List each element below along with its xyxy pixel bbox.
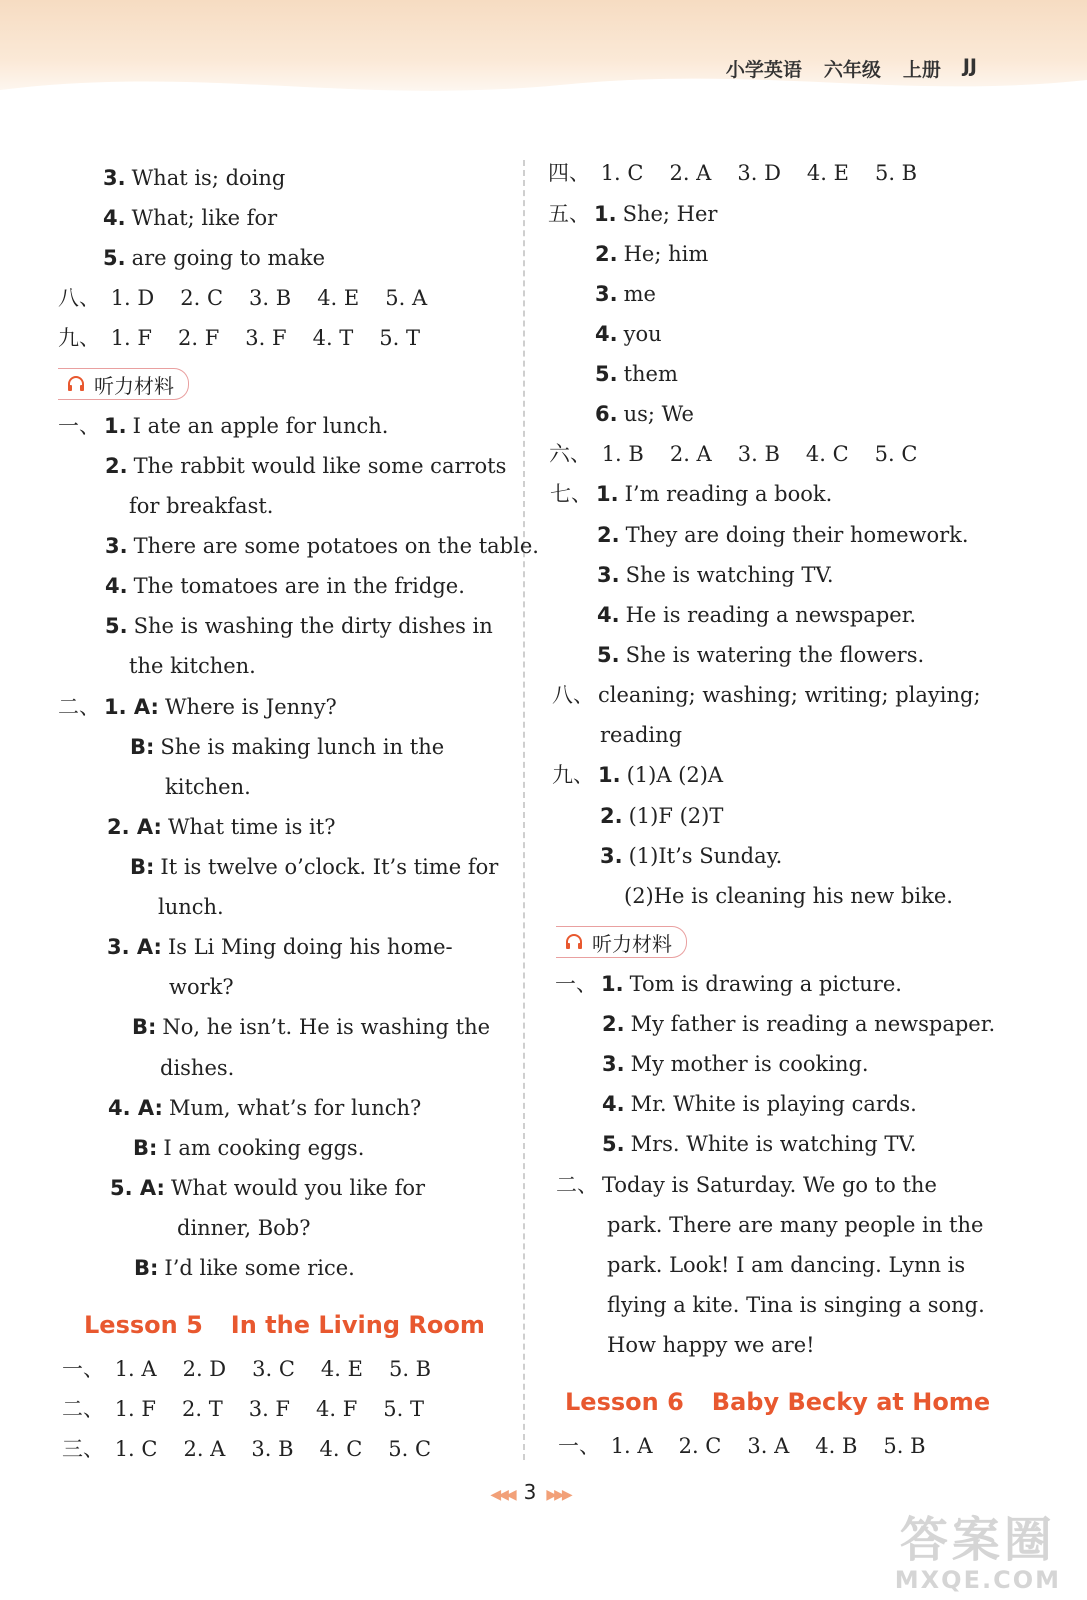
- answer-line: (2)He is cleaning his new bike.: [624, 884, 953, 908]
- listening-material-badge: 听力材料: [58, 368, 189, 400]
- listening-line: 2. My father is reading a newspaper.: [602, 1012, 996, 1036]
- listening-material-badge: 听力材料: [556, 926, 687, 958]
- answer-line: 4. you: [595, 322, 662, 346]
- answer-line: 2. They are doing their homework.: [597, 523, 969, 547]
- passage-line: park. Look! I am dancing. Lynn is: [607, 1253, 966, 1277]
- listening-line: for breakfast.: [129, 494, 274, 518]
- dialogue-line: 4. A: Mum, what’s for lunch?: [108, 1096, 422, 1120]
- dialogue-line: dinner, Bob?: [177, 1216, 311, 1240]
- grade-label: 六年级: [823, 59, 881, 81]
- dialogue-line: work?: [169, 975, 234, 999]
- lesson-5-heading: Lesson 5 In the Living Room: [84, 1311, 485, 1339]
- dialogue-line: lunch.: [158, 895, 224, 919]
- lesson5-section-2-answers: 二、 1. F 2. T 3. F 4. F 5. T: [62, 1397, 425, 1421]
- next-arrows-icon: ▶▶▶: [546, 1487, 570, 1503]
- book-info: [726, 55, 977, 82]
- listening-line: 一、 1. Tom is drawing a picture.: [555, 972, 902, 996]
- site-watermark: 答案圈 MXQE.COM: [894, 1512, 1061, 1594]
- lesson-6-heading: Lesson 6 Baby Becky at Home: [565, 1388, 991, 1416]
- listening-line: 3. My mother is cooking.: [602, 1052, 869, 1076]
- answer-line: 4. He is reading a newspaper.: [597, 603, 917, 627]
- answer-line: 5. them: [595, 362, 678, 386]
- answer-line: 6. us; We: [595, 402, 694, 426]
- section-8-answers: 八、 1. D 2. C 3. B 4. E 5. A: [58, 286, 428, 310]
- listening-line: 4. The tomatoes are in the fridge.: [105, 574, 465, 598]
- listening-line: 一、 1. I ate an apple for lunch.: [58, 414, 389, 438]
- dialogue-line: B: No, he isn’t. He is washing the: [132, 1015, 491, 1039]
- answer-line: 五、 1. She; Her: [548, 202, 718, 226]
- answer-line: 2. He; him: [595, 242, 709, 266]
- dialogue-line: B: She is making lunch in the: [130, 735, 445, 759]
- answer-line: 3. She is watching TV.: [597, 563, 834, 587]
- page-number: 3: [523, 1480, 537, 1504]
- listening-line: 4. Mr. White is playing cards.: [602, 1092, 917, 1116]
- headphones-icon: [66, 374, 86, 394]
- listening-line: 3. There are some potatoes on the table.: [105, 534, 539, 558]
- headphones-icon: [564, 932, 584, 952]
- lesson6-section-1-answers: 一、 1. A 2. C 3. A 4. B 5. B: [558, 1434, 926, 1458]
- dialogue-line: 5. A: What would you like for: [110, 1176, 426, 1200]
- answer-line: 八、 cleaning; washing; writing; playing;: [552, 683, 981, 707]
- listening-line: the kitchen.: [129, 654, 256, 678]
- answer-line: 3. me: [595, 282, 656, 306]
- answer-line: 七、 1. I’m reading a book.: [550, 482, 833, 506]
- answer-line: 5. are going to make: [103, 246, 326, 270]
- answer-line: 九、 1. (1)A (2)A: [552, 763, 724, 787]
- lesson5-section-3-answers: 三、 1. C 2. A 3. B 4. C 5. C: [62, 1437, 432, 1461]
- dialogue-line: 2. A: What time is it?: [107, 815, 336, 839]
- passage-line: 二、 Today is Saturday. We go to the: [556, 1173, 937, 1197]
- prev-arrows-icon: ◀◀◀: [490, 1487, 514, 1503]
- listening-line: 2. The rabbit would like some carrots: [105, 454, 507, 478]
- answer-line: 3. What is; doing: [103, 166, 286, 190]
- listening-line: 5. She is washing the dirty dishes in: [105, 614, 493, 638]
- passage-line: flying a kite. Tina is singing a song.: [607, 1293, 985, 1317]
- dialogue-line: kitchen.: [165, 775, 251, 799]
- lesson5-section-1-answers: 一、 1. A 2. D 3. C 4. E 5. B: [62, 1357, 432, 1381]
- passage-line: How happy we are!: [607, 1333, 815, 1357]
- edition-label: JJ: [962, 55, 977, 77]
- answer-line: 3. (1)It’s Sunday.: [600, 844, 783, 868]
- subject-label: 小学英语: [725, 59, 802, 81]
- dialogue-line: B: It is twelve o’clock. It’s time for: [130, 855, 499, 879]
- volume-label: 上册: [902, 59, 941, 81]
- page-footer: [440, 1480, 620, 1504]
- section-4-answers: 四、 1. C 2. A 3. D 4. E 5. B: [548, 161, 918, 185]
- answer-line: 5. She is watering the flowers.: [597, 643, 925, 667]
- answer-line: 2. (1)F (2)T: [600, 804, 724, 828]
- passage-line: park. There are many people in the: [607, 1213, 984, 1237]
- listening-line: 5. Mrs. White is watching TV.: [602, 1132, 917, 1156]
- dialogue-line: 二、 1. A: Where is Jenny?: [58, 695, 337, 719]
- answer-line: reading: [600, 723, 683, 747]
- dialogue-line: 3. A: Is Li Ming doing his home-: [107, 935, 453, 959]
- column-divider: [523, 160, 525, 1460]
- dialogue-line: B: I am cooking eggs.: [133, 1136, 365, 1160]
- dialogue-line: B: I’d like some rice.: [134, 1256, 355, 1280]
- dialogue-line: dishes.: [160, 1056, 235, 1080]
- answer-line: 4. What; like for: [103, 206, 278, 230]
- section-9-answers: 九、 1. F 2. F 3. F 4. T 5. T: [58, 326, 421, 350]
- section-6-answers: 六、 1. B 2. A 3. B 4. C 5. C: [549, 442, 918, 466]
